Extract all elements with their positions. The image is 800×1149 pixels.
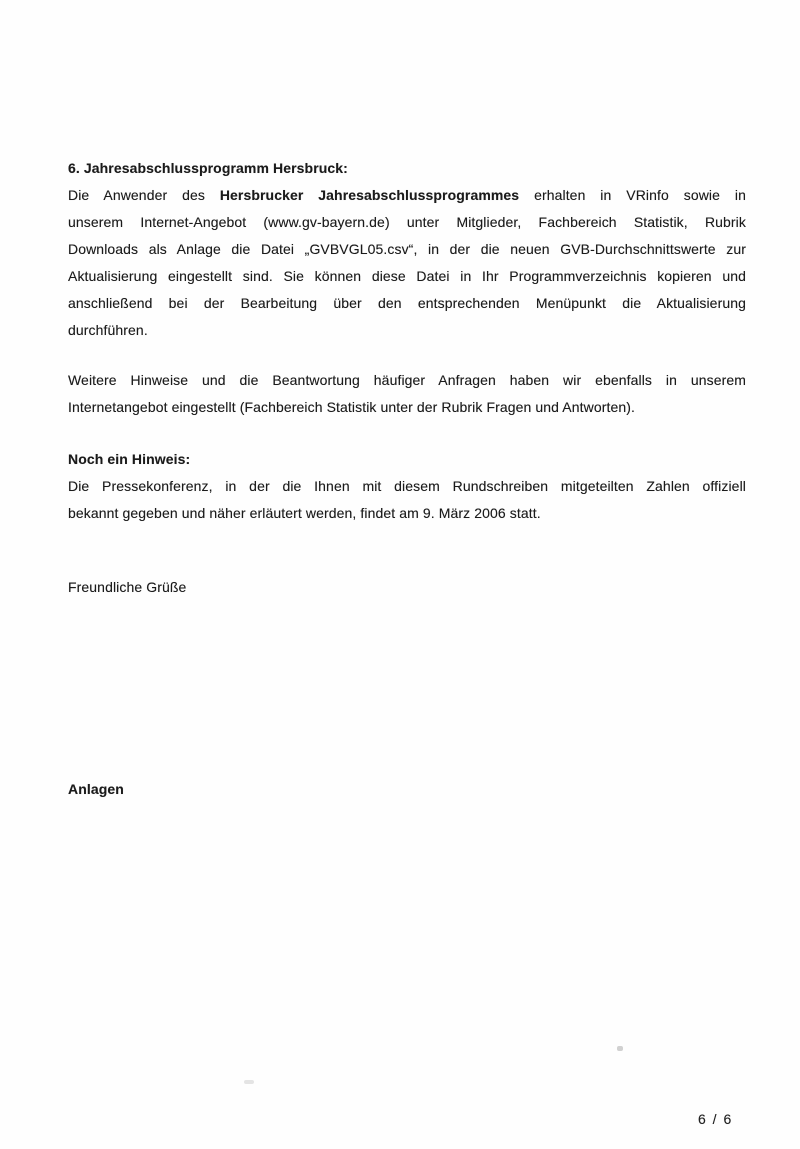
section-6-heading: 6. Jahresabschlussprogramm Hersbruck: [68,160,348,176]
page-number: 6 / 6 [698,1111,733,1127]
paragraph1-line2: unserem Internet-Angebot (www.gv-bayern.de) unter Mitglieder, Fachbereich Statistik, Rubrik [68,214,746,230]
scan-artifact-speck [617,1046,623,1051]
enclosures-label: Anlagen [68,781,124,797]
letter-body [68,0,746,803]
program-name-bold: Hersbrucker Jahresabschlussprogrammes [219,187,520,203]
note-line1: Die Pressekonferenz, in der die Ihnen mit diesem Rundschreiben mitgeteilten Zahlen offiziell [68,478,746,494]
paragraph1-line6: durchführen. [68,322,148,338]
paragraph1-line1 [68,182,746,209]
note-line2: bekannt gegeben und näher erläutert werden, findet am 9. März 2006 statt. [68,505,541,521]
scan-artifact-speck [244,1080,254,1084]
text-segment: Die Anwender des [68,187,205,203]
text-segment: erhalten in VRinfo sowie in [534,187,746,203]
paragraph2-line2: Internetangebot eingestellt (Fachbereich Statistik unter der Rubrik Fragen und Antworten). [68,399,635,415]
paragraph1-line5: anschließend bei der Bearbeitung über den entsprechenden Menüpunkt die Aktualisierung [68,295,746,311]
note-heading: Noch ein Hinweis: [68,451,191,467]
paragraph2-line1: Weitere Hinweise und die Beantwortung häufiger Anfragen haben wir ebenfalls in unserem [68,372,746,388]
paragraph1-line3: Downloads als Anlage die Datei „GVBVGL05.csv“, in der die neuen GVB-Durchschnittswerte zur [68,241,746,257]
paragraph1-line4: Aktualisierung eingestellt sind. Sie können diese Datei in Ihr Programmverzeichnis kopieren und [68,268,746,284]
closing-salutation: Freundliche Grüße [68,579,187,595]
